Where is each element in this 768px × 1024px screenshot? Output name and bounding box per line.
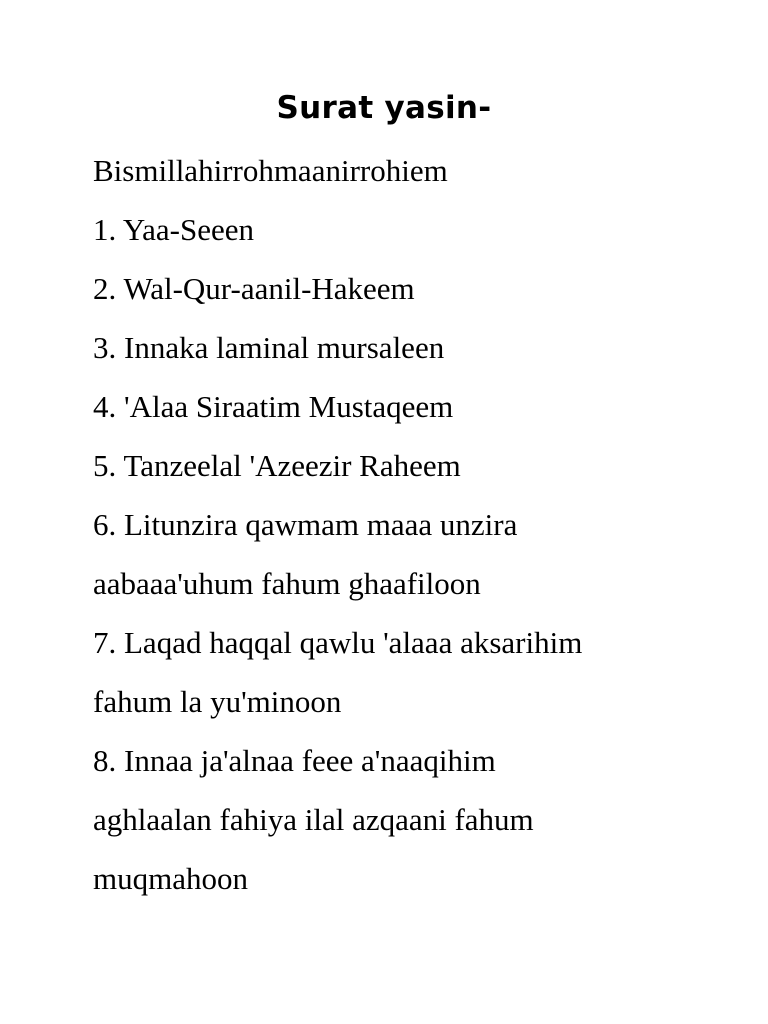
text-line-verse-7a: 7. Laqad haqqal qawlu 'alaaa aksarihim (93, 625, 583, 660)
text-line-verse-8b: aghlaalan fahiya ilal azqaani fahum (93, 802, 534, 837)
text-line-verse-6b: aabaaa'uhum fahum ghaafiloon (93, 566, 481, 601)
text-line-verse-3: 3. Innaka laminal mursaleen (93, 330, 445, 365)
text-line-verse-8a: 8. Innaa ja'alnaa feee a'naaqihim (93, 743, 496, 778)
text-line-verse-5: 5. Tanzeelal 'Azeezir Raheem (93, 448, 461, 483)
text-line-verse-8c: muqmahoon (93, 861, 248, 896)
document-body (93, 141, 733, 908)
text-line-bismillah: Bismillahirrohmaanirrohiem (93, 153, 448, 188)
text-line-verse-6a: 6. Litunzira qawmam maaa unzira (93, 507, 518, 542)
text-line-verse-7b: fahum la yu'minoon (93, 684, 342, 719)
text-line-verse-1: 1. Yaa-Seeen (93, 212, 254, 247)
document-title: Surat yasin- (276, 90, 492, 126)
text-line-verse-4: 4. 'Alaa Siraatim Mustaqeem (93, 389, 454, 424)
text-line-verse-2: 2. Wal-Qur-aanil-Hakeem (93, 271, 415, 306)
